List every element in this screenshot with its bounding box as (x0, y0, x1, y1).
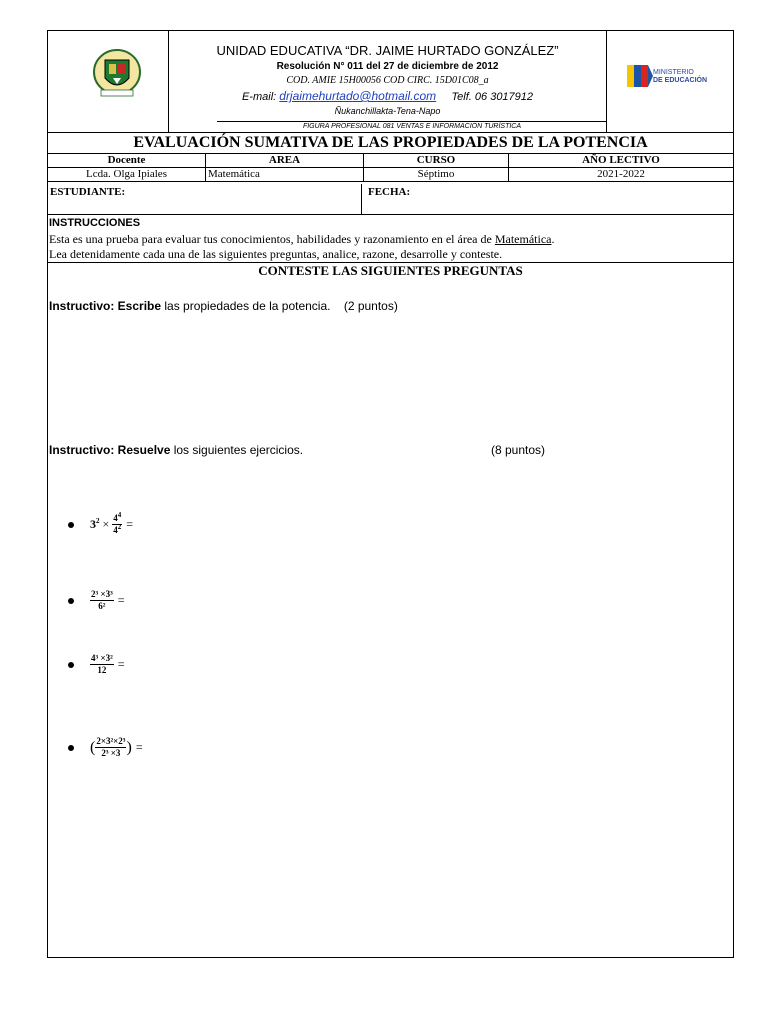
course-info-table (48, 153, 733, 182)
exercise-3 (68, 653, 125, 676)
e1-num-exp: 4 (117, 511, 122, 519)
value-anio-lectivo: 2021-2022 (509, 168, 734, 182)
exercise-4-fraction (95, 736, 126, 759)
header-area: AREA (206, 154, 364, 168)
letterhead (48, 31, 733, 133)
ministry-logo-cell (606, 31, 734, 132)
row-divider (361, 184, 362, 214)
e1-exp: 2 (96, 517, 100, 525)
instructions-line-1-text: Esta es una prueba para evaluar tus conocimientos, habilidades y razonamiento en el área de (49, 232, 495, 246)
school-logo-cell (48, 31, 169, 132)
exam-title: EVALUACIÓN SUMATIVA DE LAS PROPIEDADES DE LA POTENCIA (48, 133, 733, 154)
bullet-icon (68, 662, 74, 668)
value-curso: Séptimo (364, 168, 509, 182)
exercise-2 (68, 589, 125, 612)
instructions-line-2: Lea detenidamente cada una de las siguientes preguntas, analice, razone, desarrolle y conteste. (49, 247, 503, 261)
exercise-4 (68, 736, 143, 759)
bullet-icon (68, 598, 74, 604)
bullet-icon (68, 522, 74, 528)
instructions-subject: Matemática (494, 232, 552, 246)
value-area: Matemática (206, 168, 364, 182)
e1-times: × (99, 517, 113, 531)
e4-equals: = (135, 740, 143, 754)
exercise-3-fraction (90, 653, 114, 676)
phone-text: Telf. 06 3017912 (451, 91, 534, 103)
school-shield-icon (93, 48, 141, 100)
exercise-1-base (90, 517, 100, 532)
ministry-text (653, 69, 707, 85)
exercise-1-fraction (112, 513, 122, 536)
instructions-title: INSTRUCCIONES (49, 217, 141, 229)
instructivo-b-points: (8 puntos) (491, 443, 546, 457)
instructivo-a-bold: Instructivo: Escribe (49, 299, 162, 313)
e4-denominator: 2³ ×3 (101, 748, 121, 758)
instructions-line-1 (49, 232, 554, 247)
bullet-icon (68, 745, 74, 751)
e1-equals: = (126, 517, 134, 531)
letterhead-text (169, 31, 606, 132)
e1-den-exp: 2 (117, 523, 122, 531)
amie-code: COD. AMIE 15H00056 COD CIRC. 15D01C08_a (286, 75, 489, 86)
header-docente: Docente (48, 154, 206, 168)
instructivo-exercises (49, 443, 303, 457)
e4-numerator: 2×3²×2³ (96, 736, 126, 746)
e2-denominator: 6² (98, 601, 106, 611)
instructions-block (48, 214, 733, 263)
contact-row (169, 89, 606, 103)
instructivo-a-text: las propiedades de la potencia. (2 puntos) (161, 299, 398, 313)
header-curso: CURSO (364, 154, 509, 168)
section-heading: CONTESTE LAS SIGUIENTES PREGUNTAS (258, 263, 523, 278)
ministry-line1: MINISTERIO (653, 69, 694, 76)
resolution-text: Resolución N° 011 del 27 de diciembre de 2012 (276, 61, 499, 72)
e2-numerator: 2³ ×3³ (91, 589, 113, 599)
value-docente: Lcda. Olga Ipiales (48, 168, 206, 182)
place-text: Ñukanchillakta-Tena-Napo (334, 106, 441, 116)
instructivo-b-bold: Instructivo: Resuelve (49, 443, 171, 457)
email-link[interactable]: drjaimehurtado@hotmail.com (279, 89, 437, 103)
student-date-row (48, 184, 733, 215)
student-label: ESTUDIANTE: (50, 186, 126, 198)
e3-equals: = (117, 657, 125, 671)
e1-den: 4 (113, 525, 118, 535)
e1-base: 3 (90, 517, 96, 531)
e3-denominator: 12 (97, 665, 107, 675)
instructions-line-1-end: . (551, 232, 555, 246)
e4-close-paren: ) (126, 738, 132, 756)
e1-denominator (112, 525, 122, 536)
instructivo-properties (49, 299, 398, 313)
e4-open-paren: ( (90, 738, 96, 756)
date-label: FECHA: (368, 186, 411, 198)
school-name: UNIDAD EDUCATIVA “DR. JAIME HURTADO GONZÁLEZ” (216, 43, 559, 58)
info-header-row (48, 154, 733, 168)
info-value-row (48, 168, 733, 182)
e3-numerator: 4³ ×3² (91, 653, 113, 663)
email-label: E-mail: (241, 91, 277, 103)
exercise-2-fraction (90, 589, 114, 612)
e2-equals: = (117, 593, 125, 607)
header-anio-lectivo: AÑO LECTIVO (509, 154, 734, 168)
document-page (47, 30, 734, 958)
figura-profesional: FIGURA PROFESIONAL 081 VENTAS E INFORMACIÓN TURÍSTICA (217, 121, 607, 130)
exercise-1 (68, 513, 133, 536)
e1-num: 4 (113, 513, 118, 523)
instructivo-b-text: los siguientes ejercicios. (170, 443, 304, 457)
ministry-line2: DE EDUCACIÓN (653, 77, 708, 84)
